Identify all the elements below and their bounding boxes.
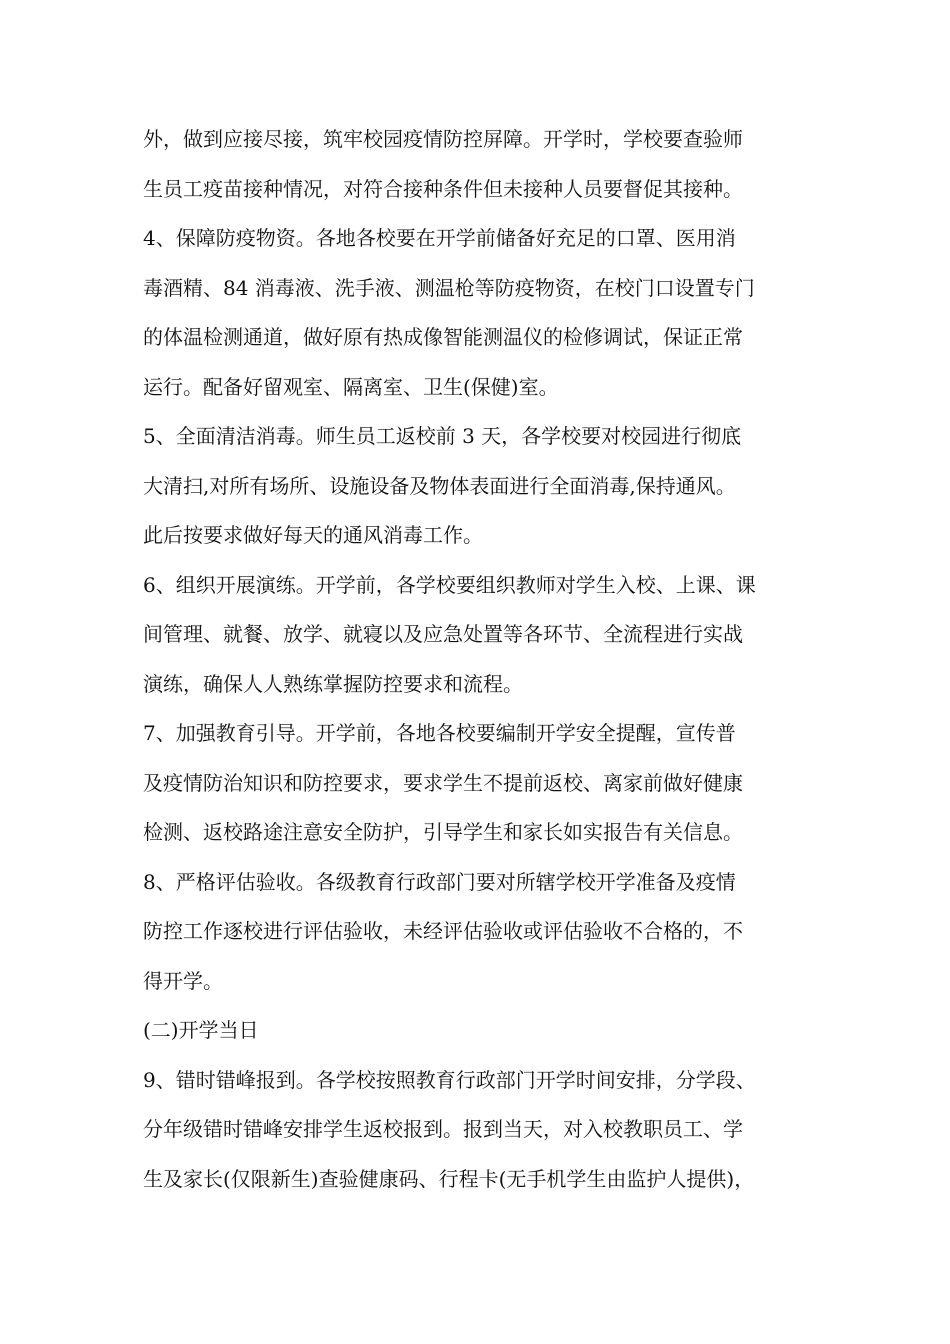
text-line: 生及家长(仅限新生)查验健康码、行程卡(无手机学生由监护人提供)， bbox=[143, 1166, 755, 1191]
section-heading: (二)开学当日 bbox=[143, 1018, 259, 1042]
text-line: 外，做到应接尽接，筑牢校园疫情防控屏障。开学时，学校要查验师 bbox=[143, 127, 743, 151]
text-line: 生员工疫苗接种情况，对符合接种条件但未接种人员要督促其接种。 bbox=[143, 176, 743, 201]
text-line: 的体温检测通道，做好原有热成像智能测温仪的检修调试，保证正常 bbox=[143, 325, 743, 349]
text-line: 8、严格评估验收。各级教育行政部门要对所辖学校开学准备及疫情 bbox=[143, 869, 736, 894]
text-line: 7、加强教育引导。开学前，各地各校要编制开学安全提醒，宣传普 bbox=[143, 721, 736, 745]
text-line: 得开学。 bbox=[143, 968, 223, 993]
text-line: 间管理、就餐、放学、就寝以及应急处置等各环节、全流程进行实战 bbox=[143, 622, 743, 646]
document-body bbox=[143, 115, 823, 1204]
text-line: 防控工作逐校进行评估验收，未经评估验收或评估验收不合格的，不 bbox=[143, 919, 743, 943]
text-line: 检测、返校路途注意安全防护，引导学生和家长如实报告有关信息。 bbox=[143, 820, 743, 844]
text-line: 运行。配备好留观室、隔离室、卫生(保健)室。 bbox=[143, 374, 559, 399]
text-line: 大清扫,对所有场所、设施设备及物体表面进行全面消毒,保持通风。 bbox=[143, 473, 736, 498]
text-line: 及疫情防治知识和防控要求，要求学生不提前返校、离家前做好健康 bbox=[143, 770, 743, 795]
text-line: 演练，确保人人熟练掌握防控要求和流程。 bbox=[143, 671, 523, 696]
text-line: 分年级错时错峰安排学生返校报到。报到当天，对入校教职员工、学 bbox=[143, 1117, 743, 1141]
text-line: 4、保障防疫物资。各地各校要在开学前储备好充足的口罩、医用消 bbox=[143, 226, 736, 250]
text-line: 6、组织开展演练。开学前，各学校要组织教师对学生入校、上课、课 bbox=[143, 572, 756, 597]
text-line: 此后按要求做好每天的通风消毒工作。 bbox=[143, 523, 483, 547]
text-line: 5、全面清洁消毒。师生员工返校前 3 天，各学校要对校园进行彻底 bbox=[143, 424, 742, 448]
text-line: 毒酒精、84 消毒液、洗手液、测温枪等防疫物资，在校门口设置专门 bbox=[143, 275, 755, 300]
text-line: 9、错时错峰报到。各学校按照教育行政部门开学时间安排，分学段、 bbox=[143, 1067, 756, 1092]
